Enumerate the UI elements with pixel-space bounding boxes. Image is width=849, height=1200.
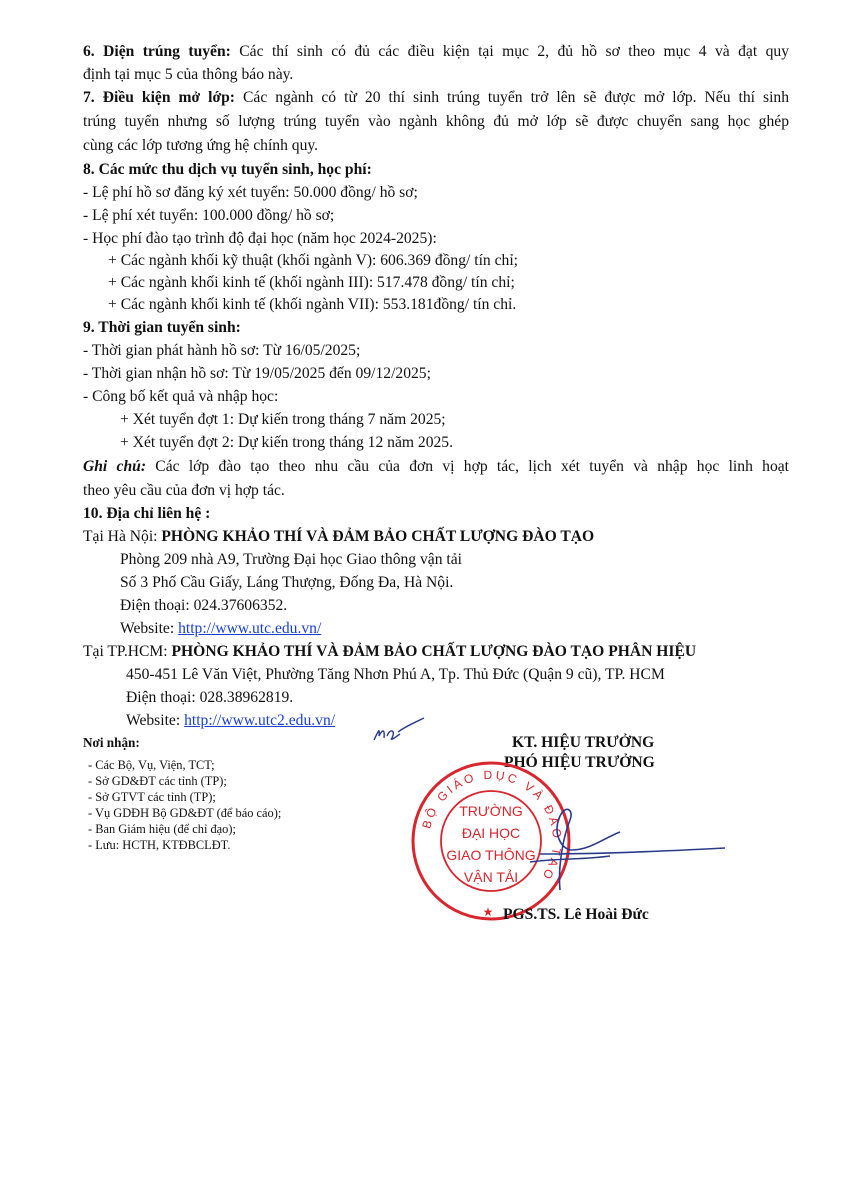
- s9-note-line-2: theo yêu cầu của đơn vị hợp tác.: [83, 482, 285, 499]
- hcm-prefix: Tại TP.HCM:: [83, 643, 172, 660]
- s9-item: - Thời gian phát hành hồ sơ: Từ 16/05/2025;: [83, 342, 361, 359]
- s6-line-2: định tại mục 5 của thông báo này.: [83, 66, 294, 83]
- note-label: Ghi chú:: [83, 458, 147, 475]
- hanoi-website-link[interactable]: http://www.utc.edu.vn/: [178, 620, 322, 637]
- recipient-item: - Vụ GDĐH Bộ GD&ĐT (để báo cáo);: [88, 806, 282, 820]
- hanoi-website-line: [120, 619, 321, 639]
- s6-heading: 6. Diện trúng tuyển:: [83, 43, 231, 60]
- recipient-item: - Ban Giám hiệu (để chỉ đạo);: [88, 822, 236, 836]
- signature-title-1: KT. HIỆU TRƯỞNG: [512, 734, 655, 751]
- initials-mark: [370, 714, 426, 748]
- s9-heading: 9. Thời gian tuyển sinh:: [83, 319, 241, 336]
- website-label: Website:: [120, 620, 179, 637]
- s9-item: - Công bố kết quả và nhập học:: [83, 388, 279, 405]
- signer-name: PGS.TS. Lê Hoài Đức: [503, 906, 649, 923]
- seal-line-1: TRƯỜNG: [459, 803, 523, 819]
- signature-title-2: PHÓ HIỆU TRƯỞNG: [504, 754, 655, 771]
- s7-text: Các ngành có từ 20 thí sinh trúng tuyển trở lên sẽ được mở lớp. Nếu thí sinh: [235, 89, 789, 106]
- s10-heading: 10. Địa chỉ liên hệ :: [83, 505, 211, 522]
- hanoi-office-line: [83, 527, 594, 547]
- hanoi-address-2: Số 3 Phố Cầu Giấy, Láng Thượng, Đống Đa, Hà Nội.: [120, 574, 454, 591]
- hanoi-prefix: Tại Hà Nội:: [83, 528, 162, 545]
- seal-star-icon: ★: [482, 905, 494, 919]
- s8-subitem: + Các ngành khối kinh tế (khối ngành III): 517.478 đồng/ tín chỉ;: [108, 274, 515, 291]
- recipient-item: - Sở GTVT các tỉnh (TP);: [88, 790, 216, 804]
- website-label: Website:: [126, 712, 185, 729]
- s9-subitem: + Xét tuyển đợt 2: Dự kiến trong tháng 12 năm 2025.: [120, 434, 453, 451]
- s8-item: - Học phí đào tạo trình độ đại học (năm học 2024-2025):: [83, 230, 437, 247]
- handwritten-signature: [500, 790, 730, 900]
- s9-note-line-1: [83, 457, 789, 477]
- seal-ring-text: BỘ GIÁO DỤC VÀ ĐÀO TẠO: [419, 767, 565, 885]
- seal-line-2: ĐẠI HỌC: [461, 825, 521, 841]
- s8-subitem: + Các ngành khối kỹ thuật (khối ngành V): 606.369 đồng/ tín chỉ;: [108, 252, 518, 269]
- hcm-phone: Điện thoại: 028.38962819.: [126, 689, 294, 706]
- recipient-item: - Các Bộ, Vụ, Viện, TCT;: [88, 758, 215, 772]
- hcm-address: 450-451 Lê Văn Việt, Phường Tăng Nhơn Phú A, Tp. Thủ Đức (Quận 9 cũ), TP. HCM: [126, 666, 665, 683]
- hcm-website-line: [126, 711, 335, 731]
- note-text: Các lớp đào tạo theo nhu cầu của đơn vị hợp tác, lịch xét tuyển và nhập học linh hoạt: [146, 458, 789, 475]
- s8-subitem: + Các ngành khối kinh tế (khối ngành VII): 553.181đồng/ tín chỉ.: [108, 296, 517, 313]
- s6-line-1: [83, 42, 789, 62]
- hanoi-phone: Điện thoại: 024.37606352.: [120, 597, 288, 614]
- recipient-item: - Sở GD&ĐT các tỉnh (TP);: [88, 774, 227, 788]
- hanoi-office: PHÒNG KHẢO THÍ VÀ ĐẢM BẢO CHẤT LƯỢNG ĐÀO TẠO: [161, 528, 595, 545]
- recipients-heading: Nơi nhận:: [83, 735, 140, 750]
- s7-line-2: trúng tuyển nhưng số lượng trúng tuyển vào ngành không đủ mở lớp sẽ được chuyển sang học ghép: [83, 113, 789, 130]
- hcm-office: PHÒNG KHẢO THÍ VÀ ĐẢM BẢO CHẤT LƯỢNG ĐÀO TẠO PHÂN HIỆU: [171, 643, 697, 660]
- s7-line-1: [83, 88, 789, 108]
- seal-line-3: GIAO THÔNG: [446, 847, 536, 863]
- s8-heading: 8. Các mức thu dịch vụ tuyển sinh, học phí:: [83, 161, 372, 178]
- hcm-website-link[interactable]: http://www.utc2.edu.vn/: [184, 712, 336, 729]
- s9-item: - Thời gian nhận hồ sơ: Từ 19/05/2025 đến 09/12/2025;: [83, 365, 431, 382]
- s6-text: Các thí sinh có đủ các điều kiện tại mục 2, đủ hồ sơ theo mục 4 và đạt quy: [230, 43, 789, 60]
- s7-line-3: cùng các lớp tương ứng hệ chính quy.: [83, 137, 319, 154]
- s9-subitem: + Xét tuyển đợt 1: Dự kiến trong tháng 7 năm 2025;: [120, 411, 446, 428]
- hanoi-address-1: Phòng 209 nhà A9, Trường Đại học Giao thông vận tải: [120, 551, 462, 568]
- s7-heading: 7. Điều kiện mở lớp:: [83, 89, 235, 106]
- recipient-item: - Lưu: HCTH, KTĐBCLĐT.: [88, 838, 231, 852]
- s8-item: - Lệ phí xét tuyển: 100.000 đồng/ hồ sơ;: [83, 207, 335, 224]
- seal-line-4: VẬN TẢI: [463, 869, 519, 885]
- s8-item: - Lệ phí hồ sơ đăng ký xét tuyển: 50.000 đồng/ hồ sơ;: [83, 184, 418, 201]
- hcm-office-line: [83, 642, 696, 662]
